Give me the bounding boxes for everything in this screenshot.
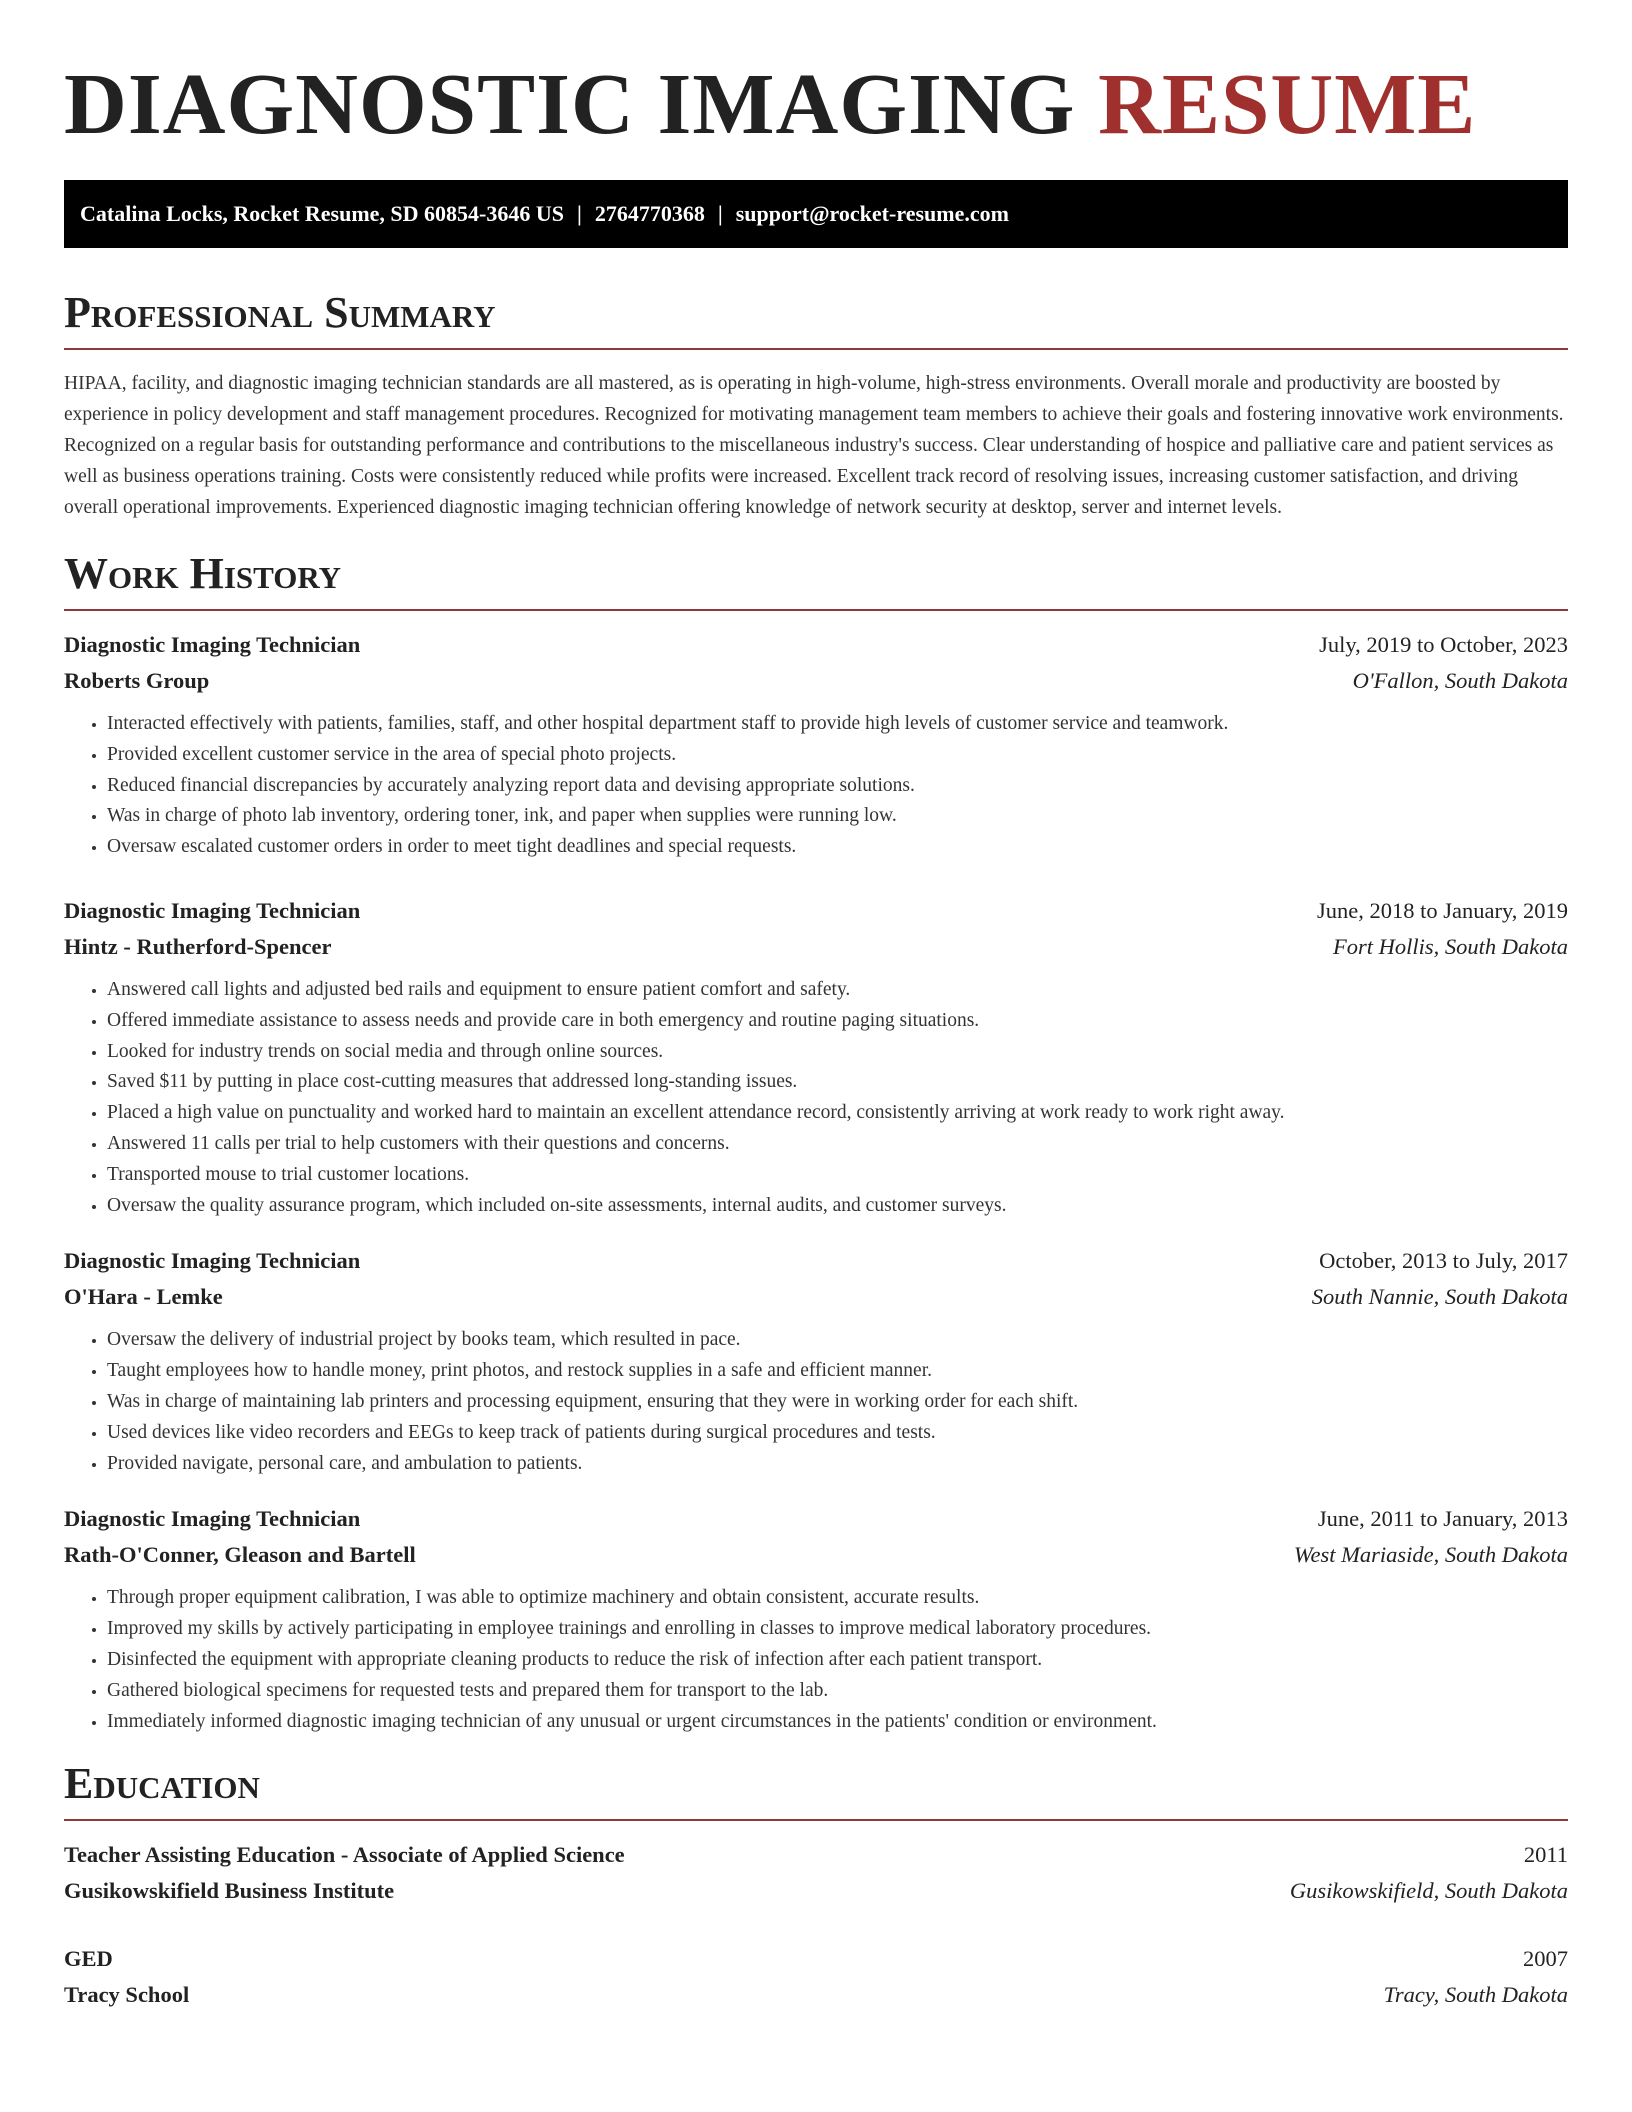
- job-duty: • Answered call lights and adjusted bed rails and equipment to ensure patient comfort and safety.: [107, 975, 1568, 1006]
- job-title: Diagnostic Imaging Technician: [64, 1248, 361, 1274]
- job-duties: [64, 1325, 1568, 1479]
- resume-title: [64, 0, 1568, 150]
- job-entry: [64, 1243, 1568, 1479]
- job-company: Hintz - Rutherford-Spencer: [64, 933, 332, 959]
- summary-heading: Professional Summary: [64, 288, 1568, 350]
- job-duty: • Interacted effectively with patients, families, staff, and other hospital department staff to provide high levels of customer service and teamwork.: [107, 709, 1568, 740]
- job-duties: [64, 975, 1568, 1221]
- job-duty: • Oversaw the delivery of industrial project by books team, which resulted in pace.: [107, 1325, 1568, 1356]
- contact-email: support@rocket-resume.com: [735, 201, 1009, 226]
- job-duty: • Saved $11 by putting in place cost-cutting measures that addressed long-standing issues.: [107, 1067, 1568, 1098]
- job-duty: • Placed a high value on punctuality and worked hard to maintain an excellent attendance record, consistently arriving at work ready to work right away.: [107, 1098, 1568, 1129]
- education-degree: GED: [64, 1946, 113, 1972]
- job-duty: • Immediately informed diagnostic imaging technician of any unusual or urgent circumstances in the patients' condition or environment.: [107, 1707, 1568, 1738]
- job-company-row: [64, 1279, 1568, 1315]
- job-duty: • Oversaw the quality assurance program, which included on-site assessments, internal audits, and customer surveys.: [107, 1191, 1568, 1222]
- education-year: 2011: [1523, 1842, 1568, 1868]
- education-degree: Teacher Assisting Education - Associate of Applied Science: [64, 1842, 625, 1868]
- job-title-row: [64, 1501, 1568, 1537]
- job-title-row: [64, 627, 1568, 663]
- summary-text: HIPAA, facility, and diagnostic imaging technician standards are all mastered, as is operating in high-volume, high-stress environments. Overall morale and productivity are boosted by experience in policy development and staff management procedures. Recognized for motivating management team members to achieve their goals and fostering innovative work environments. Recognized on a regular basis for outstanding performance and contributions to the miscellaneous industry's success. Clear understanding of hospice and palliative care and patient services as well as business operations training. Costs were consistently reduced while profits were increased. Excellent track record of resolving issues, increasing customer satisfaction, and driving overall operational improvements. Experienced diagnostic imaging technician offering knowledge of network security at desktop, server and internet levels.: [64, 373, 1564, 518]
- job-title: Diagnostic Imaging Technician: [64, 1506, 361, 1532]
- job-location: O'Fallon, South Dakota: [1352, 668, 1568, 693]
- contact-address: Catalina Locks, Rocket Resume, SD 60854-3646 US: [80, 201, 564, 226]
- job-duty: • Was in charge of maintaining lab printers and processing equipment, ensuring that they were in working order for each shift.: [107, 1387, 1568, 1418]
- education-entry: [64, 1941, 1568, 2013]
- contact-bar: [64, 180, 1568, 248]
- job-duty: • Offered immediate assistance to assess needs and provide care in both emergency and routine paging situations.: [107, 1006, 1568, 1037]
- education-school: Gusikowskifield Business Institute: [64, 1878, 395, 1904]
- education-location: Gusikowskifield, South Dakota: [1289, 1878, 1568, 1904]
- job-duty: • Looked for industry trends on social media and through online sources.: [107, 1037, 1568, 1068]
- job-duties: [64, 709, 1568, 863]
- job-duty: • Gathered biological specimens for requested tests and prepared them for transport to the lab.: [107, 1676, 1568, 1707]
- resume-title-main: DIAGNOSTIC IMAGING: [64, 55, 1076, 152]
- job-company: Roberts Group: [64, 668, 210, 693]
- education-school-row: [64, 1873, 1568, 1909]
- contact-separator: |: [577, 201, 582, 226]
- education-year: 2007: [1523, 1946, 1568, 1972]
- job-title-row: [64, 1243, 1568, 1279]
- job-dates: June, 2011 to January, 2013: [1317, 1506, 1568, 1532]
- job-company-row: [64, 1537, 1568, 1573]
- job-duty: • Answered 11 calls per trial to help customers with their questions and concerns.: [107, 1129, 1568, 1160]
- job-duty: • Transported mouse to trial customer locations.: [107, 1160, 1568, 1191]
- job-company-row: [64, 663, 1568, 699]
- job-company: Rath-O'Conner, Gleason and Bartell: [64, 1542, 416, 1568]
- job-dates: July, 2019 to October, 2023: [1319, 632, 1568, 657]
- job-title: Diagnostic Imaging Technician: [64, 632, 361, 657]
- job-duty: • Was in charge of photo lab inventory, ordering toner, ink, and paper when supplies were running low.: [107, 801, 1568, 832]
- job-location: South Nannie, South Dakota: [1311, 1284, 1568, 1310]
- education-degree-row: [64, 1837, 1568, 1873]
- job-duty: • Taught employees how to handle money, print photos, and restock supplies in a safe and efficient manner.: [107, 1356, 1568, 1387]
- job-entry: [64, 893, 1568, 1221]
- job-title: Diagnostic Imaging Technician: [64, 897, 361, 923]
- job-company: O'Hara - Lemke: [64, 1284, 223, 1310]
- job-entry: [64, 1501, 1568, 1737]
- job-dates: June, 2018 to January, 2019: [1316, 897, 1568, 923]
- job-dates: October, 2013 to July, 2017: [1319, 1248, 1568, 1274]
- job-duty: • Through proper equipment calibration, I was able to optimize machinery and obtain consistent, accurate results.: [107, 1583, 1568, 1614]
- education-school-row: [64, 1977, 1568, 2013]
- education-entry: [64, 1837, 1568, 1909]
- job-company-row: [64, 929, 1568, 965]
- resume-title-accent: RESUME: [1098, 55, 1477, 152]
- job-title-row: [64, 893, 1568, 929]
- job-duty: • Reduced financial discrepancies by accurately analyzing report data and devising appropriate solutions.: [107, 771, 1568, 802]
- education-location: Tracy, South Dakota: [1383, 1982, 1568, 2008]
- job-duty: • Provided navigate, personal care, and ambulation to patients.: [107, 1449, 1568, 1480]
- contact-phone: 2764770368: [594, 201, 705, 226]
- job-duty: • Oversaw escalated customer orders in order to meet tight deadlines and special requests.: [107, 832, 1568, 863]
- education-degree-row: [64, 1941, 1568, 1977]
- job-location: Fort Hollis, South Dakota: [1333, 933, 1568, 959]
- job-duty: • Used devices like video recorders and EEGs to keep track of patients during surgical procedures and tests.: [107, 1418, 1568, 1449]
- education-school: Tracy School: [64, 1982, 190, 2008]
- job-duty: • Disinfected the equipment with appropriate cleaning products to reduce the risk of infection after each patient transport.: [107, 1645, 1568, 1676]
- job-location: West Mariaside, South Dakota: [1293, 1542, 1568, 1568]
- job-duty: • Provided excellent customer service in the area of special photo projects.: [107, 740, 1568, 771]
- education-heading: Education: [64, 1759, 1568, 1821]
- job-entry: [64, 627, 1568, 863]
- job-duties: [64, 1583, 1568, 1737]
- work-history-heading: Work History: [64, 549, 1568, 611]
- job-duty: • Improved my skills by actively participating in employee trainings and enrolling in classes to improve medical laboratory procedures.: [107, 1614, 1568, 1645]
- contact-separator: |: [717, 201, 723, 226]
